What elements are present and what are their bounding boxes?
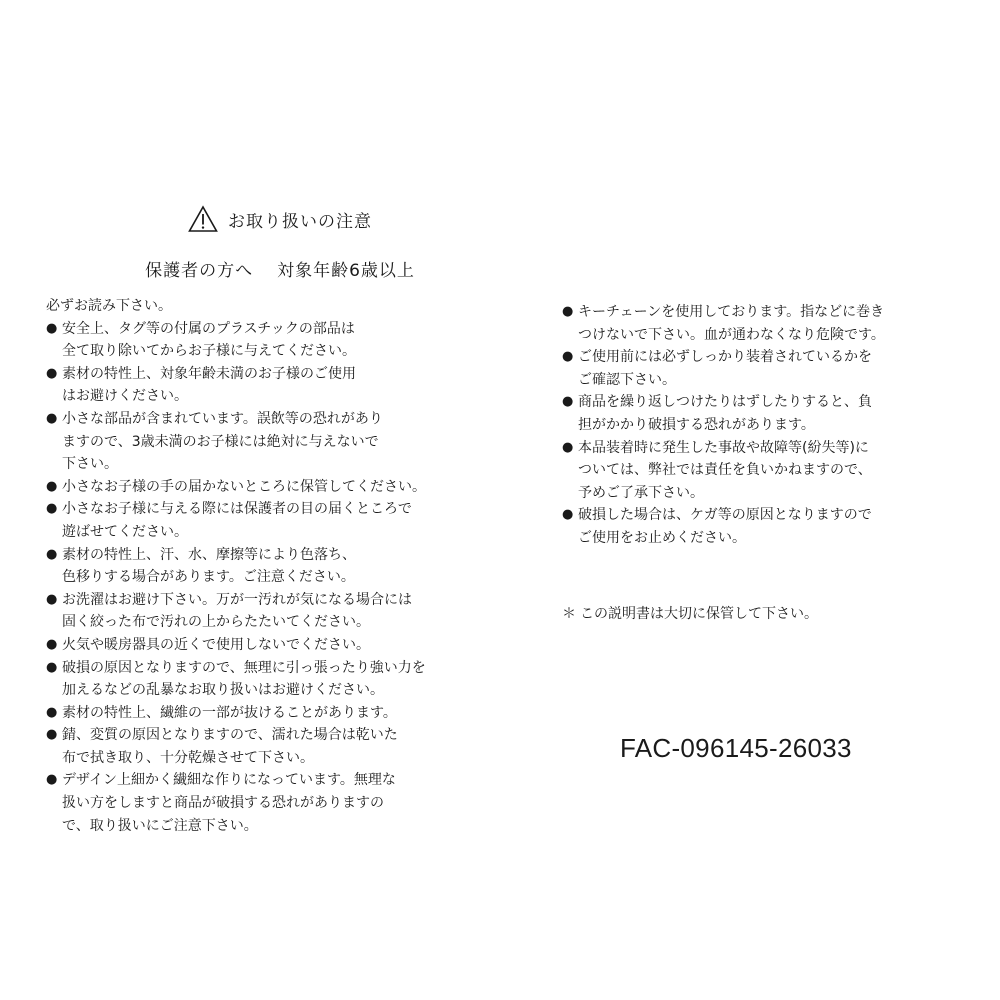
caution-item xyxy=(46,589,476,634)
footnote xyxy=(562,603,818,625)
caution-item xyxy=(46,634,476,657)
bullet-icon: ● xyxy=(562,304,574,319)
bullet-icon: ● xyxy=(562,349,574,365)
caution-line: 破損した場合は、ケガ等の原因となりますので xyxy=(578,507,872,524)
caution-text xyxy=(578,504,982,549)
caution-text xyxy=(62,769,476,837)
caution-item xyxy=(46,544,476,589)
caution-line: 安全上、タグ等の付属のプラスチックの部品は xyxy=(62,320,355,337)
audience-row xyxy=(0,256,560,281)
caution-item xyxy=(46,657,476,702)
caution-item xyxy=(46,498,476,543)
caution-item xyxy=(46,702,476,725)
right-column xyxy=(562,301,982,550)
caution-line: 固く絞った布で汚れの上からたたいてください。 xyxy=(62,614,370,631)
caution-line: つけないで下さい。血が通わなくなり危険です。 xyxy=(578,326,885,343)
caution-line: ご使用をお止めください。 xyxy=(578,529,746,546)
bullet-icon: ● xyxy=(46,636,58,652)
caution-line: 火気や暖房器具の近くで使用しないでください。 xyxy=(62,636,370,653)
caution-line: 本品装着時に発生した事故や故障等(紛失等)に xyxy=(578,439,869,456)
bullet-icon: ● xyxy=(46,501,58,517)
audience-label: 保護者の方へ xyxy=(145,261,254,281)
caution-item xyxy=(562,346,982,391)
caution-line: 小さなお子様に与える際には保護者の目の届くところで xyxy=(62,501,412,518)
caution-item xyxy=(46,363,476,408)
caution-line: はお避けください。 xyxy=(62,388,188,405)
bullet-icon: ● xyxy=(46,727,58,743)
page-title: お取り扱いの注意 xyxy=(228,211,372,232)
bullet-icon: ● xyxy=(46,365,58,381)
age-target-label: 対象年齢6歳以上 xyxy=(277,261,415,281)
caution-line: ますので、3歳未満のお子様には絶対に与えないで xyxy=(62,433,379,450)
product-code: FAC-096145-26033 xyxy=(620,733,852,763)
bullet-icon: ● xyxy=(562,394,574,410)
left-column xyxy=(46,295,476,837)
caution-line: 扱い方をしますと商品が破損する恐れがありますの xyxy=(62,795,384,812)
caution-line: お洗濯はお避け下さい。万が一汚れが気になる場合には xyxy=(62,591,412,608)
bullet-icon: ● xyxy=(46,320,58,336)
caution-text xyxy=(62,476,476,499)
caution-line: 小さなお子様の手の届かないところに保管してください。 xyxy=(62,478,426,495)
caution-text xyxy=(62,544,476,589)
caution-item xyxy=(46,408,476,476)
caution-text xyxy=(62,498,476,543)
caution-item xyxy=(562,301,982,346)
caution-line: 素材の特性上、対象年齢未満のお子様のご使用 xyxy=(62,365,356,382)
caution-text xyxy=(578,391,982,436)
asterisk-mark: ＊ xyxy=(562,606,576,622)
caution-line: 商品を繰り返しつけたりはずしたりすると、負 xyxy=(578,394,872,411)
bullet-icon: ● xyxy=(46,704,58,720)
caution-line: 加えるなどの乱暴なお取り扱いはお避けください。 xyxy=(62,682,384,699)
caution-item xyxy=(562,391,982,436)
footnote-text: この説明書は大切に保管して下さい。 xyxy=(580,606,818,622)
caution-line: デザイン上細かく繊細な作りになっています。無理な xyxy=(62,772,396,789)
caution-item xyxy=(562,437,982,505)
caution-text xyxy=(62,318,476,363)
intro-text: 必ずお読み下さい。 xyxy=(46,298,172,314)
caution-line: ご使用前には必ずしっかり装着されているかを xyxy=(578,349,872,366)
caution-text xyxy=(578,301,982,346)
bullet-icon: ● xyxy=(46,546,58,562)
bullet-icon: ● xyxy=(562,507,574,523)
caution-line: 全て取り除いてからお子様に与えてください。 xyxy=(62,343,356,360)
bullet-icon: ● xyxy=(46,410,58,426)
left-caution-list xyxy=(46,318,476,838)
caution-text xyxy=(578,437,982,505)
bullet-icon: ● xyxy=(46,478,58,494)
caution-line: 下さい。 xyxy=(62,456,118,473)
caution-text xyxy=(62,702,476,725)
caution-line: ついては、弊社では責任を負いかねますので、 xyxy=(578,462,872,479)
bullet-icon: ● xyxy=(46,591,58,607)
title-row xyxy=(0,205,560,233)
caution-item xyxy=(46,769,476,837)
bullet-icon: ● xyxy=(46,659,58,675)
caution-line: 色移りする場合があります。ご注意ください。 xyxy=(62,569,355,586)
caution-line: 担がかかり破損する恐れがあります。 xyxy=(578,416,815,433)
caution-line: 予めご了承下さい。 xyxy=(578,484,704,501)
caution-line: 素材の特性上、繊維の一部が抜けることがあります。 xyxy=(62,704,397,721)
caution-item xyxy=(562,504,982,549)
caution-line: ご確認下さい。 xyxy=(578,371,676,388)
caution-line: 遊ばせてください。 xyxy=(62,523,188,540)
caution-text xyxy=(62,589,476,634)
caution-text xyxy=(62,657,476,702)
caution-text xyxy=(578,346,982,391)
right-caution-list xyxy=(562,301,982,550)
caution-text xyxy=(62,408,476,476)
bullet-icon: ● xyxy=(562,439,574,455)
caution-item xyxy=(46,318,476,363)
caution-line: キーチェーンを使用しております。指などに巻き xyxy=(578,304,885,320)
caution-text xyxy=(62,363,476,408)
caution-text xyxy=(62,634,476,657)
caution-line: 布で拭き取り、十分乾燥させて下さい。 xyxy=(62,749,314,766)
caution-line: 素材の特性上、汗、水、摩擦等により色落ち、 xyxy=(62,546,356,563)
caution-line: で、取り扱いにご注意下さい。 xyxy=(62,817,258,834)
caution-line: 小さな部品が含まれています。誤飲等の恐れがあり xyxy=(62,410,383,427)
warning-triangle-icon xyxy=(188,205,218,233)
caution-item xyxy=(46,476,476,499)
caution-text xyxy=(62,724,476,769)
bullet-icon: ● xyxy=(46,772,58,788)
caution-line: 破損の原因となりますので、無理に引っ張ったり強い力を xyxy=(62,659,426,676)
caution-line: 錆、変質の原因となりますので、濡れた場合は乾いた xyxy=(62,727,398,744)
caution-item xyxy=(46,724,476,769)
